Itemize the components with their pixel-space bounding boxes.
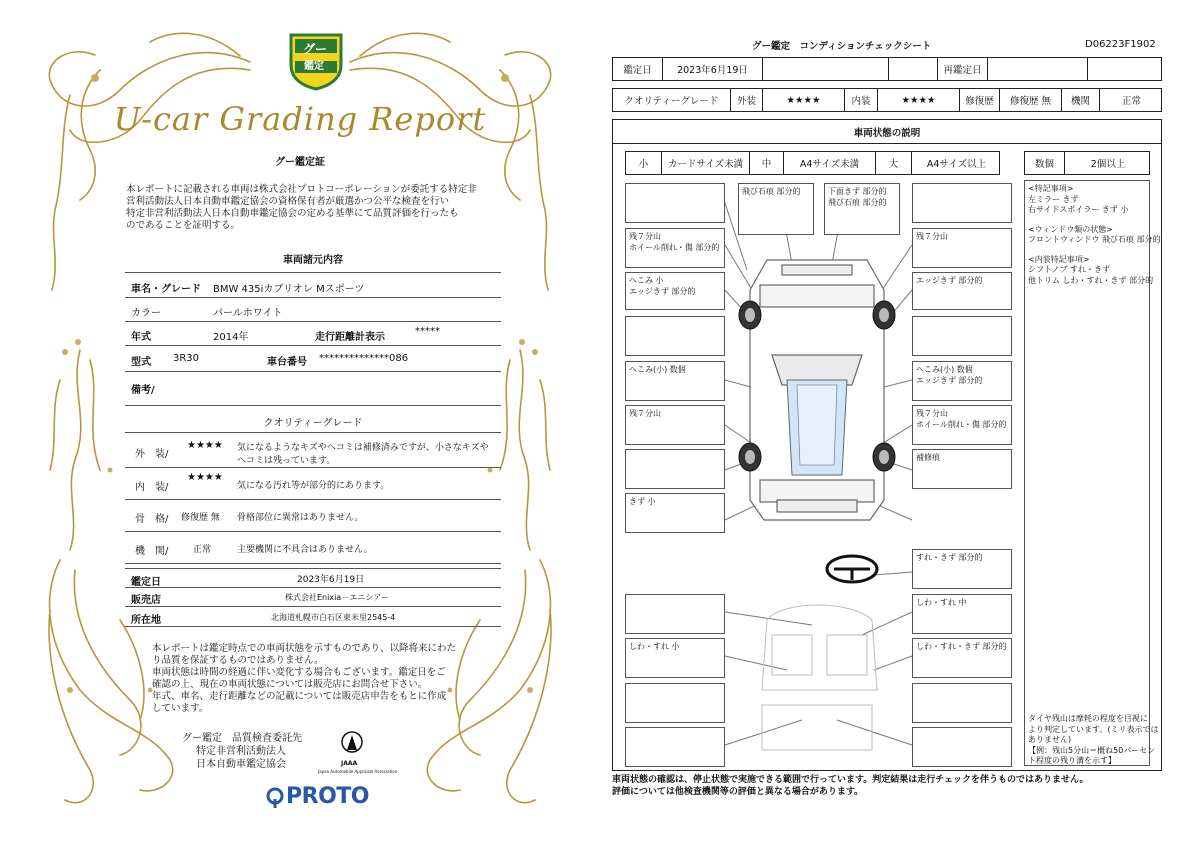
interior-item: シフトノブ すれ・きず bbox=[1028, 265, 1111, 274]
chassis-label: 車台番号 bbox=[267, 357, 307, 368]
size-legend bbox=[625, 151, 1000, 175]
redate-spacer bbox=[1088, 58, 1163, 80]
tire-note-line: ありません) bbox=[1028, 735, 1072, 744]
count-legend bbox=[1024, 151, 1150, 175]
exterior-comment: ヘコミは残っています。 bbox=[237, 456, 336, 466]
appraisal-date-value: 2023年6月19日 bbox=[297, 575, 365, 585]
jaaa-name: JAAA bbox=[341, 760, 358, 767]
callout-box bbox=[625, 361, 725, 401]
disclaimer-line: 年式、車名、走行距離などの記載については販売店申告をもとに作成 bbox=[152, 691, 447, 702]
info-row-address bbox=[125, 607, 501, 627]
callout-text: 残７分山 bbox=[916, 232, 948, 241]
special-title: <特記事項> bbox=[1028, 184, 1074, 193]
callout-text: 残７分山 bbox=[629, 232, 661, 241]
callout-box bbox=[824, 183, 900, 235]
callout-text: 残７分山 bbox=[916, 409, 948, 418]
color-label: カラー bbox=[131, 308, 161, 319]
spec-row-year bbox=[125, 322, 501, 346]
intro-line: のであることを証明する。 bbox=[126, 220, 241, 231]
jaaa-full-name: Japan Automobile Appraisal Association bbox=[318, 769, 398, 774]
header-date-row bbox=[612, 57, 1162, 81]
certificate-subtitle: グー鑑定証 bbox=[275, 157, 325, 168]
document-id: D06223F1902 bbox=[1085, 39, 1156, 50]
repair-value: 修復歴 無 bbox=[1000, 89, 1062, 111]
callout-box bbox=[625, 405, 725, 445]
issuer-line: 日本自動車鑑定協会 bbox=[196, 759, 286, 770]
callout-text: しわ・すれ 中 bbox=[916, 598, 967, 607]
frame-label: 骨 格/ bbox=[135, 514, 169, 525]
date-spacer bbox=[889, 58, 938, 80]
engine-value: 正常 bbox=[1121, 96, 1141, 107]
callout-box bbox=[625, 594, 725, 634]
interior-value: ★★★★ bbox=[878, 89, 960, 111]
exterior-value: ★★★★ bbox=[763, 89, 845, 111]
exterior-grade: ★★★★ bbox=[187, 440, 223, 451]
special-notes bbox=[1028, 184, 1161, 286]
special-item: 右サイドスポイラー きず 小 bbox=[1028, 205, 1129, 214]
interior-label: 内 装/ bbox=[135, 482, 169, 493]
spec-section-title: 車両諸元内容 bbox=[283, 255, 343, 266]
remarks-label: 備考/ bbox=[131, 385, 155, 396]
intro-line: 特定非営利活動法人日本自動車鑑定協会の定める基準にて品質評価を行ったも bbox=[126, 208, 459, 219]
report-title: U-car Grading Report bbox=[113, 100, 487, 138]
badge-line2: 鑑定 bbox=[304, 61, 324, 72]
callout-box bbox=[625, 183, 725, 223]
callout-text: 飛び石痕 部分的 bbox=[742, 187, 801, 196]
frame-comment: 骨格部位に異常はありません。 bbox=[237, 513, 364, 523]
callout-text: 補修痕 bbox=[916, 453, 940, 462]
size-medium: 中 bbox=[750, 152, 784, 174]
issuer-line: 特定非営利活動法人 bbox=[196, 746, 286, 757]
date-value: 2023年6月19日 bbox=[663, 58, 763, 80]
color-value: パールホワイト bbox=[213, 308, 283, 319]
quality-grade-row bbox=[612, 88, 1162, 112]
size-large-desc: A4サイズ以上 bbox=[926, 159, 987, 170]
size-medium-desc: A4サイズ未満 bbox=[784, 152, 876, 174]
disclaimer-line: 本レポートは鑑定時点での車両状態を示すものであり、以降将来にわた bbox=[152, 643, 457, 654]
frame-grade: 修復歴 無 bbox=[181, 513, 220, 523]
issuer-line: グー鑑定 品質検査委託先 bbox=[182, 733, 302, 744]
spec-row-name bbox=[125, 272, 501, 298]
spec-row-model bbox=[125, 346, 501, 372]
callout-text: エッジきず 部分的 bbox=[629, 287, 696, 296]
redate-value bbox=[988, 58, 1088, 80]
name-value: BMW 435iカブリオレ Mスポーツ bbox=[213, 284, 365, 295]
condition-title: 車両状態の説明 bbox=[613, 120, 1161, 144]
proto-logo-text: PROTO bbox=[286, 784, 369, 809]
engine-label: 機関 bbox=[1062, 89, 1100, 111]
interior-grade: ★★★★ bbox=[187, 472, 223, 483]
callout-text: しわ・すれ・きず 部分的 bbox=[916, 642, 1007, 651]
mileage-value: ***** bbox=[415, 326, 440, 337]
callout-text: ホイール削れ・傷 部分的 bbox=[916, 420, 1007, 429]
address-value: 北海道札幌市白石区東米里2545-4 bbox=[271, 613, 396, 622]
date-spacer bbox=[763, 58, 889, 80]
callout-box bbox=[912, 272, 1012, 310]
special-item: 左ミラー きず bbox=[1028, 194, 1079, 204]
repair-label: 修復歴 bbox=[960, 89, 1000, 111]
intro-line: 営利活動法人日本自動車鑑定協会の資格保有者が厳選かつ公平な検査を行い bbox=[126, 196, 450, 207]
date-label: 鑑定日 bbox=[613, 58, 663, 80]
address-label: 所在地 bbox=[131, 615, 161, 626]
tire-note-line: ト程度の残り溝を示す】 bbox=[1028, 756, 1116, 765]
mileage-label: 走行距離計表示 bbox=[315, 332, 385, 343]
callout-box bbox=[912, 594, 1012, 634]
appraisal-date-label: 鑑定日 bbox=[131, 577, 161, 588]
count-value: 2個以上 bbox=[1090, 159, 1126, 170]
redate-label: 再鑑定日 bbox=[938, 58, 988, 80]
spec-row-remarks bbox=[125, 372, 501, 406]
quality-label: クオリティーグレード bbox=[613, 89, 731, 111]
callout-box bbox=[625, 228, 725, 268]
interior-item: 他トリム しわ・すれ・きず 部分的 bbox=[1028, 275, 1154, 285]
callout-box bbox=[625, 272, 725, 310]
tire-note-line: より判定しています。(ミリ表示では bbox=[1028, 724, 1159, 734]
callout-box bbox=[738, 183, 814, 235]
window-item: フロントウィンドウ 飛び石痕 部分的 bbox=[1028, 235, 1161, 244]
size-large: 大 bbox=[876, 152, 912, 174]
year-value: 2014年 bbox=[213, 332, 249, 343]
size-small: 小 bbox=[626, 152, 662, 174]
quality-row-frame bbox=[125, 500, 501, 532]
callout-box bbox=[912, 449, 1012, 489]
callout-text: 飛び石痕 部分的 bbox=[828, 198, 887, 207]
disclaimer-line: しています。 bbox=[152, 703, 209, 714]
callout-box bbox=[912, 228, 1012, 268]
count-label: 数個 bbox=[1025, 152, 1065, 174]
callout-text: 下面きず 部分的 bbox=[828, 187, 887, 196]
disclaimer-line: り品質を保証するものではありません。 bbox=[152, 655, 324, 666]
dealer-value: 株式会社Enixia－エニシアー bbox=[285, 593, 389, 602]
callout-box bbox=[625, 727, 725, 767]
callout-box bbox=[625, 493, 725, 533]
tire-note-line: タイヤ残山は摩耗の程度を目視に bbox=[1028, 714, 1148, 723]
callout-box bbox=[912, 549, 1012, 589]
info-row-dealer bbox=[125, 588, 501, 607]
interior-label: 内装 bbox=[845, 89, 878, 111]
callout-text: へこみ(小) 数個 bbox=[629, 365, 686, 374]
callout-text: エッジきず 部分的 bbox=[916, 376, 983, 385]
engine-grade: 正常 bbox=[193, 545, 212, 555]
tire-note-line: 【例：残山5分山＝概ね50パーセン bbox=[1028, 745, 1156, 755]
proto-logo-icon bbox=[266, 787, 284, 809]
model-value: 3R30 bbox=[173, 353, 200, 364]
quality-section-title: クオリティーグレード bbox=[263, 418, 363, 429]
callout-box bbox=[912, 316, 1012, 356]
badge-line1: グー bbox=[303, 42, 328, 56]
chassis-value: **************086 bbox=[319, 353, 409, 364]
callout-box bbox=[625, 449, 725, 489]
callout-box bbox=[912, 183, 1012, 223]
quality-row-exterior bbox=[125, 432, 501, 468]
size-small-desc: カードサイズ未満 bbox=[662, 152, 750, 174]
engine-comment: 主要機関に不具合はありません。 bbox=[237, 545, 373, 555]
callout-text: 残７分山 bbox=[629, 409, 661, 418]
engine-label: 機 関/ bbox=[135, 546, 169, 557]
footer-note: 車両状態の確認は、停止状態で実施できる範囲で行っています。判定結果は走行チェックを伴うものではありません。 bbox=[612, 775, 1089, 785]
callout-box bbox=[912, 405, 1012, 445]
callout-box bbox=[912, 361, 1012, 401]
quality-row-engine bbox=[125, 532, 501, 564]
callout-text: エッジきず 部分的 bbox=[916, 276, 983, 285]
sheet-title: グー鑑定 コンディションチェックシート bbox=[752, 41, 932, 52]
window-title: <ウィンドウ類の状態> bbox=[1028, 224, 1113, 234]
callout-text: へこみ(小) 数個 bbox=[916, 365, 973, 374]
quality-row-interior bbox=[125, 468, 501, 500]
callout-text: へこみ 小 bbox=[629, 276, 664, 285]
disclaimer-line: 車両状態は時間の経過に伴い変化する場合もございます。鑑定日をご bbox=[152, 667, 446, 678]
spec-row-color bbox=[125, 298, 501, 322]
interior-title: <内装特記事項> bbox=[1028, 254, 1090, 264]
interior-comment: 気になる汚れ等が部分的にあります。 bbox=[237, 481, 390, 491]
callout-text: きず 小 bbox=[629, 497, 656, 506]
callout-text: すれ・きず 部分的 bbox=[916, 553, 983, 562]
year-label: 年式 bbox=[131, 332, 151, 343]
info-row-date bbox=[125, 568, 501, 588]
dealer-label: 販売店 bbox=[131, 595, 161, 606]
callout-box bbox=[912, 683, 1012, 723]
footer-note: 評価については他検査機関等の評価と異なる場合があります。 bbox=[612, 787, 864, 797]
callout-box bbox=[625, 638, 725, 678]
callout-text: しわ・すれ 小 bbox=[629, 642, 680, 651]
callout-box bbox=[912, 727, 1012, 767]
callout-box bbox=[625, 316, 725, 356]
disclaimer-line: 確認の上、現在の車両状態については販売店にお問合せ下さい。 bbox=[152, 679, 428, 690]
name-label: 車名・グレード bbox=[131, 284, 201, 295]
exterior-label: 外 装/ bbox=[135, 449, 169, 460]
exterior-comment: 気になるようなキズやヘコミは補修済みですが、小さなキズや bbox=[237, 443, 489, 453]
intro-line: 本レポートに記載される車両は株式会社プロトコーポレーションが委託する特定非 bbox=[126, 184, 477, 195]
callout-box bbox=[625, 683, 725, 723]
tire-note bbox=[1028, 714, 1158, 767]
callout-text: ホイール削れ・傷 部分的 bbox=[629, 243, 720, 252]
jaaa-logo-icon bbox=[340, 730, 364, 760]
exterior-label: 外装 bbox=[731, 89, 763, 111]
model-label: 型式 bbox=[131, 357, 151, 368]
callout-box bbox=[912, 638, 1012, 678]
